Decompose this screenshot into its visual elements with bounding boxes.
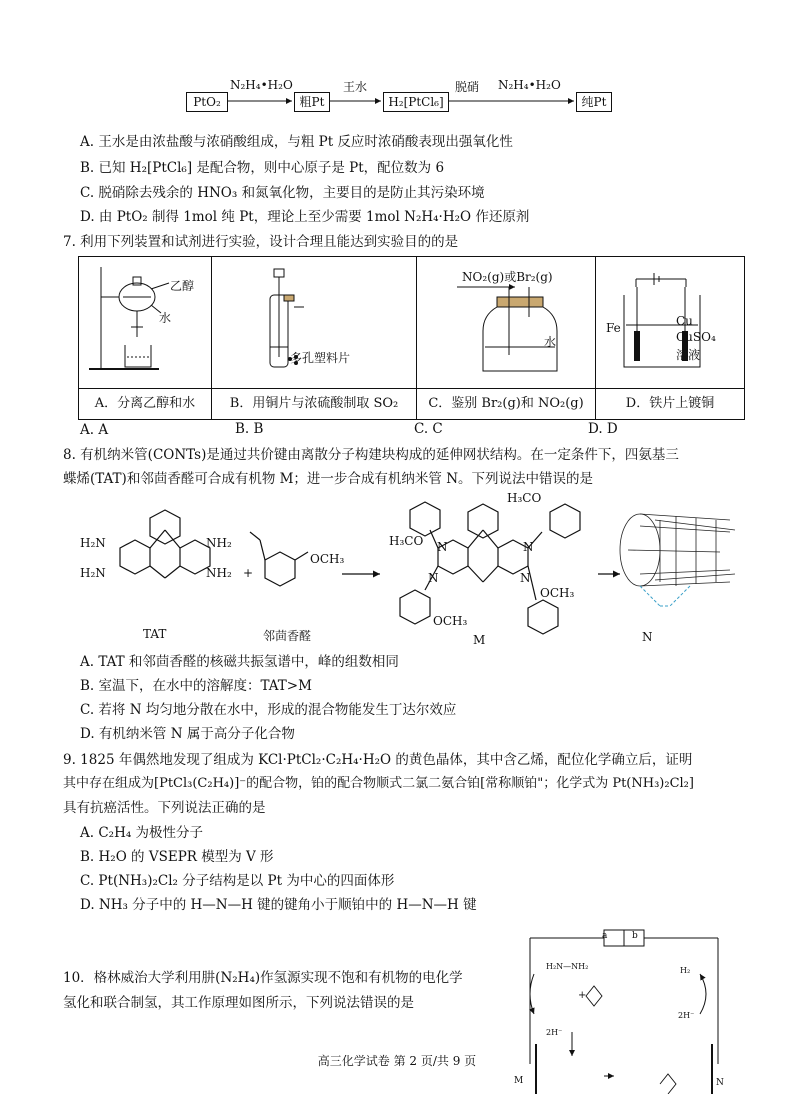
q7-caption-b: B．用铜片与浓硫酸制取 SO₂ <box>212 389 417 420</box>
diagram-2h-left: 2H⁻ <box>546 1028 563 1037</box>
label-solution: 溶液 <box>676 348 701 362</box>
m-h3co-top-left: H₃CO <box>389 534 424 548</box>
diagram-a: a <box>602 931 608 941</box>
tat-nh2-2: H₂N <box>80 566 106 580</box>
q10-stem-line1: 10．格林威治大学利用肼(N₂H₄)作氢源实现不饱和有机物的电化学 <box>63 970 463 986</box>
m-n-top-right: N <box>523 540 534 554</box>
q7-caption-d: D．铁片上镀铜 <box>596 389 745 420</box>
q6-option-d: D. 由 PtO₂ 制得 1mol 纯 Pt，理论上至少需要 1mol N₂H₄·H₂O 作还原剂 <box>80 209 530 225</box>
diagram-n: N <box>716 1078 724 1088</box>
q8-stem-line1: 8. 有机纳米管(CONTs)是通过共价键由离散分子构建块构成的延伸网状结构。在一定条件下，四氨基三 <box>63 447 679 463</box>
q8-option-b: B. 室温下，在水中的溶解度：TAT>M <box>80 678 312 694</box>
q9-option-d: D. NH₃ 分子中的 H—N—H 键的键角小于顺铂中的 H—N—H 键 <box>80 897 477 913</box>
q8-option-d: D. 有机纳米管 N 属于高分子化合物 <box>80 726 295 742</box>
plus-sign: + <box>243 566 254 580</box>
m-och3-right: OCH₃ <box>540 586 575 600</box>
q9-stem-line2: 其中存在组成为[PtCl₃(C₂H₄)]⁻的配合物，铂的配合物顺式二氯二氨合铂[常称顺铂"；化学式为 Pt(NH₃)₂Cl₂] <box>63 776 694 791</box>
label-n: N <box>642 630 653 644</box>
q7-stem: 7. 利用下列装置和试剂进行实验，设计合理且能达到实验目的的是 <box>63 234 459 250</box>
label-cu: Cu <box>676 314 693 328</box>
q7-answer-c: C. C <box>414 421 443 437</box>
q8-option-c: C. 若将 N 均匀地分散在水中，形成的混合物能发生丁达尔效应 <box>80 702 457 718</box>
q6-option-a: A. 王水是由浓盐酸与浓硝酸组成，与粗 Pt 反应时浓硝酸表现出强氧化性 <box>80 134 513 150</box>
label-ethanol: 乙醇 <box>170 279 195 293</box>
flow-box-crude-pt: 粗Pt <box>294 92 330 112</box>
q9-option-a: A. C₂H₄ 为极性分子 <box>80 825 204 841</box>
m-h3co-top-right: H₃CO <box>507 491 542 505</box>
diagram-plus: + <box>578 990 587 1001</box>
q7-caption-a: A．分离乙醇和水 <box>79 389 212 420</box>
q9-stem-line1: 9. 1825 年偶然地发现了组成为 KCl·PtCl₂·C₂H₄·H₂O 的黄色晶体，其中含乙烯，配位化学确立后，证明 <box>63 752 693 768</box>
diagram-2h-right: 2H⁻ <box>678 1011 695 1020</box>
label-porous: 多孔塑料片 <box>290 351 351 365</box>
diagram-b: b <box>632 931 638 941</box>
q6-option-c: C. 脱硝除去残余的 HNO₃ 和氮氧化物，主要目的是防止其污染环境 <box>80 185 485 201</box>
tat-nh2-3: NH₂ <box>206 536 232 550</box>
page-footer: 高三化学试卷 第 2 页/共 9 页 <box>317 1054 477 1068</box>
apparatus-b <box>212 257 417 389</box>
label-gas: NO₂(g)或Br₂(g) <box>462 270 553 284</box>
arrow-label-3: 脱硝 <box>455 80 480 94</box>
q7-caption-c: C．鉴别 Br₂(g)和 NO₂(g) <box>417 389 596 420</box>
label-water-c: 水 <box>544 335 557 349</box>
q7-answer-b: B. B <box>235 421 264 437</box>
label-m: M <box>473 633 486 647</box>
arrow-label-2: 王水 <box>343 80 368 94</box>
q8-reaction-scheme <box>80 490 740 648</box>
label-cuso4: CuSO₄ <box>676 330 716 344</box>
q6-option-b: B. 已知 H₂[PtCl₆] 是配合物，则中心原子是 Pt，配位数为 6 <box>80 160 445 176</box>
m-och3-bottom: OCH₃ <box>433 614 468 628</box>
m-n-bottom-right: N <box>520 571 531 585</box>
flow-box-h2ptcl6: H₂[PtCl₆] <box>383 92 449 112</box>
q9-option-b: B. H₂O 的 VSEPR 模型为 V 形 <box>80 849 274 865</box>
label-anisaldehyde: 邻茴香醛 <box>263 629 312 643</box>
diagram-h2: H₂ <box>680 966 691 975</box>
q10-stem-line2: 氢化和联合制氢，其工作原理如图所示，下列说法错误的是 <box>63 995 414 1011</box>
q8-option-a: A. TAT 和邻茴香醛的核磁共振氢谱中，峰的组数相同 <box>80 654 399 670</box>
q8-stem-line2: 蝶烯(TAT)和邻茴香醛可合成有机物 M；进一步合成有机纳米管 N。下列说法中错误的是 <box>63 471 594 487</box>
arrow-label-4: N₂H₄•H₂O <box>498 78 561 92</box>
diagram-hydrazine: H₂N—NH₂ <box>546 962 589 971</box>
label-fe: Fe <box>606 321 621 335</box>
arrow-label-1: N₂H₄•H₂O <box>230 78 293 92</box>
q7-answer-d: D. D <box>588 421 618 437</box>
m-n-bottom-left: N <box>428 571 439 585</box>
flow-box-pto2: PtO₂ <box>186 92 228 112</box>
q9-option-c: C. Pt(NH₃)₂Cl₂ 分子结构是以 Pt 为中心的四面体形 <box>80 873 395 889</box>
m-n-top-left: N <box>437 540 448 554</box>
tat-nh2-1: H₂N <box>80 536 106 550</box>
q9-stem-line3: 具有抗癌活性。下列说法正确的是 <box>63 800 266 816</box>
flow-arrows <box>0 0 794 130</box>
label-water-a: 水 <box>159 311 172 325</box>
diagram-m: M <box>514 1076 524 1086</box>
flow-box-pure-pt: 纯Pt <box>576 92 612 112</box>
q7-answer-a: A. A <box>80 422 109 438</box>
label-tat: TAT <box>143 627 167 641</box>
tat-nh2-4: NH₂ <box>206 566 232 580</box>
aldehyde-och3: OCH₃ <box>310 552 345 566</box>
